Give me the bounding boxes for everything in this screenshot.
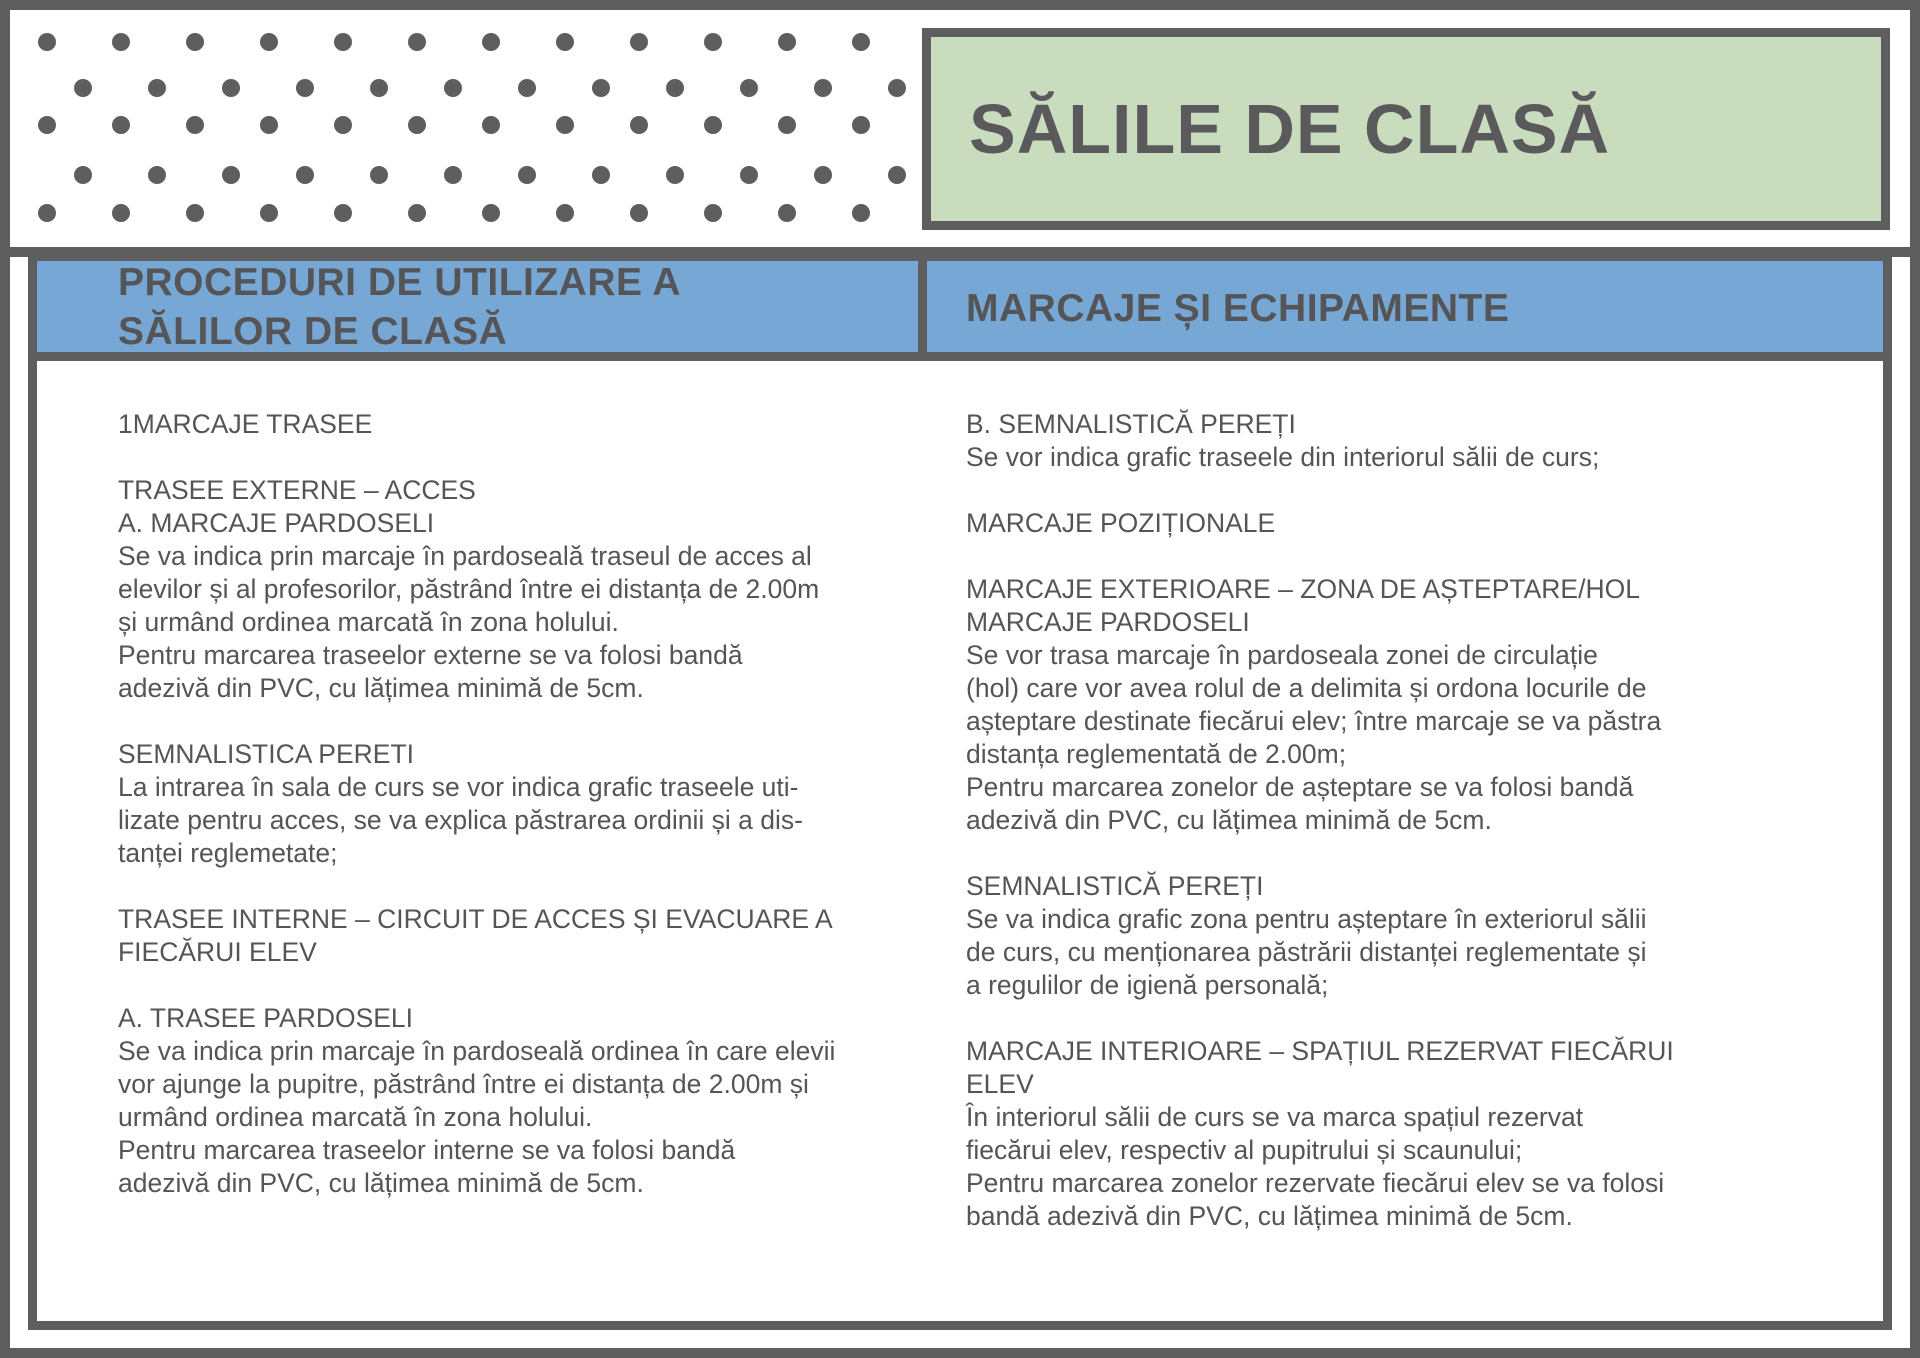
blank-line	[118, 969, 938, 1002]
pattern-dot	[260, 116, 278, 134]
pattern-dot	[482, 33, 500, 51]
blank-line	[118, 441, 938, 474]
text-line: Se va indica grafic zona pentru așteptare în exteriorul sălii	[966, 904, 1647, 934]
pattern-dot	[296, 79, 314, 97]
pattern-dot	[704, 116, 722, 134]
pattern-dot	[186, 33, 204, 51]
pattern-dot	[370, 79, 388, 97]
text-line: (hol) care vor avea rolul de a delimita și ordona locurile de	[966, 673, 1647, 703]
text-line: Se vor indica grafic traseele din interiorul sălii de curs;	[966, 442, 1600, 472]
pattern-dot	[556, 116, 574, 134]
dot-pattern	[25, 20, 915, 240]
blank-line	[118, 870, 938, 903]
text-line: MARCAJE POZIȚIONALE	[966, 508, 1276, 538]
pattern-dot	[222, 79, 240, 97]
pattern-dot	[444, 166, 462, 184]
pattern-dot	[408, 204, 426, 222]
pattern-dot	[112, 116, 130, 134]
pattern-dot	[518, 79, 536, 97]
text-line: MARCAJE EXTERIOARE – ZONA DE AȘTEPTARE/HOL	[966, 574, 1640, 604]
pattern-dot	[778, 33, 796, 51]
text-line: A. MARCAJE PARDOSELI	[118, 508, 435, 538]
pattern-dot	[740, 79, 758, 97]
blank-line	[118, 705, 938, 738]
pattern-dot	[334, 116, 352, 134]
header-separator	[918, 252, 927, 361]
pattern-dot	[74, 166, 92, 184]
text-line: adezivă din PVC, cu lățimea minimă de 5cm.	[966, 805, 1492, 835]
blank-line	[966, 837, 1786, 870]
text-line: distanța reglementată de 2.00m;	[966, 739, 1347, 769]
text-line: tanței reglemetate;	[118, 838, 338, 868]
header-left	[118, 258, 898, 356]
pattern-dot	[148, 79, 166, 97]
left-column	[118, 408, 938, 1200]
pattern-dot	[592, 79, 610, 97]
text-line: MARCAJE INTERIOARE – SPAȚIUL REZERVAT FIECĂRUI	[966, 1036, 1674, 1066]
text-line: Pentru marcarea traseelor externe se va folosi bandă	[118, 640, 743, 670]
text-line: MARCAJE PARDOSELI	[966, 607, 1250, 637]
text-line: B. SEMNALISTICĂ PEREȚI	[966, 409, 1296, 439]
text-line: așteptare destinate fiecărui elev; între marcaje se va păstra	[966, 706, 1662, 736]
text-line: bandă adezivă din PVC, cu lățimea minimă de 5cm.	[966, 1201, 1573, 1231]
right-column	[966, 408, 1786, 1233]
text-line: și urmând ordinea marcată în zona holului.	[118, 607, 619, 637]
text-line: Pentru marcarea zonelor de așteptare se va folosi bandă	[966, 772, 1634, 802]
text-line: TRASEE INTERNE – CIRCUIT DE ACCES ȘI EVACUARE A	[118, 904, 833, 934]
pattern-dot	[556, 33, 574, 51]
pattern-dot	[518, 166, 536, 184]
pattern-dot	[186, 116, 204, 134]
header-left-line1: PROCEDURI DE UTILIZARE A	[118, 261, 682, 304]
text-line: ELEV	[966, 1069, 1034, 1099]
pattern-dot	[334, 33, 352, 51]
pattern-dot	[408, 116, 426, 134]
pattern-dot	[334, 204, 352, 222]
pattern-dot	[482, 204, 500, 222]
text-line: a regulilor de igienă personală;	[966, 970, 1329, 1000]
pattern-dot	[370, 166, 388, 184]
text-line: lizate pentru acces, se va explica păstrarea ordinii și a dis-	[118, 805, 803, 835]
pattern-dot	[630, 33, 648, 51]
pattern-dot	[666, 166, 684, 184]
pattern-dot	[482, 116, 500, 134]
header-left-line2: SĂLILOR DE CLASĂ	[118, 310, 508, 353]
pattern-dot	[260, 33, 278, 51]
pattern-dot	[38, 116, 56, 134]
pattern-dot	[186, 204, 204, 222]
text-line: urmând ordinea marcată în zona holului.	[118, 1102, 593, 1132]
text-line: fiecărui elev, respectiv al pupitrului și scaunului;	[966, 1135, 1523, 1165]
pattern-dot	[740, 166, 758, 184]
text-line: 1MARCAJE TRASEE	[118, 409, 373, 439]
text-line: adezivă din PVC, cu lățimea minimă de 5cm.	[118, 673, 644, 703]
pattern-dot	[592, 166, 610, 184]
blank-line	[966, 1002, 1786, 1035]
pattern-dot	[148, 166, 166, 184]
blank-line	[966, 474, 1786, 507]
text-line: adezivă din PVC, cu lățimea minimă de 5cm.	[118, 1168, 644, 1198]
pattern-dot	[888, 166, 906, 184]
pattern-dot	[38, 33, 56, 51]
pattern-dot	[778, 204, 796, 222]
pattern-dot	[408, 33, 426, 51]
text-line: Se vor trasa marcaje în pardoseala zonei de circulație	[966, 640, 1598, 670]
text-line: FIECĂRUI ELEV	[118, 937, 317, 967]
pattern-dot	[666, 79, 684, 97]
pattern-dot	[630, 204, 648, 222]
text-line: de curs, cu menționarea păstrării distanței reglementate și	[966, 937, 1647, 967]
text-line: Pentru marcarea zonelor rezervate fiecărui elev se va folosi	[966, 1168, 1665, 1198]
pattern-dot	[38, 204, 56, 222]
text-line: Se va indica prin marcaje în pardoseală traseul de acces al	[118, 541, 812, 571]
header-right: MARCAJE ȘI ECHIPAMENTE	[966, 287, 1510, 330]
pattern-dot	[852, 204, 870, 222]
pattern-dot	[704, 204, 722, 222]
text-line: Pentru marcarea traseelor interne se va folosi bandă	[118, 1135, 736, 1165]
pattern-dot	[296, 166, 314, 184]
blank-line	[966, 540, 1786, 573]
text-line: TRASEE EXTERNE – ACCES	[118, 475, 476, 505]
pattern-dot	[888, 79, 906, 97]
pattern-dot	[852, 116, 870, 134]
text-line: elevilor și al profesorilor, păstrând între ei distanța de 2.00m	[118, 574, 820, 604]
pattern-dot	[74, 79, 92, 97]
text-line: La intrarea în sala de curs se vor indica grafic traseele uti-	[118, 772, 799, 802]
text-line: vor ajunge la pupitre, păstrând între ei distanța de 2.00m și	[118, 1069, 809, 1099]
text-line: A. TRASEE PARDOSELI	[118, 1003, 414, 1033]
pattern-dot	[778, 116, 796, 134]
pattern-dot	[852, 33, 870, 51]
text-line: Se va indica prin marcaje în pardoseală ordinea în care elevii	[118, 1036, 836, 1066]
pattern-dot	[444, 79, 462, 97]
text-line: SEMNALISTICA PERETI	[118, 739, 414, 769]
pattern-dot	[814, 166, 832, 184]
pattern-dot	[814, 79, 832, 97]
pattern-dot	[112, 204, 130, 222]
title-box	[922, 28, 1890, 230]
pattern-dot	[556, 204, 574, 222]
pattern-dot	[222, 166, 240, 184]
pattern-dot	[112, 33, 130, 51]
text-line: SEMNALISTICĂ PEREȚI	[966, 871, 1264, 901]
pattern-dot	[630, 116, 648, 134]
pattern-dot	[260, 204, 278, 222]
text-line: În interiorul sălii de curs se va marca spațiul rezervat	[966, 1102, 1584, 1132]
page-title: SĂLILE DE CLASĂ	[969, 90, 1611, 168]
pattern-dot	[704, 33, 722, 51]
